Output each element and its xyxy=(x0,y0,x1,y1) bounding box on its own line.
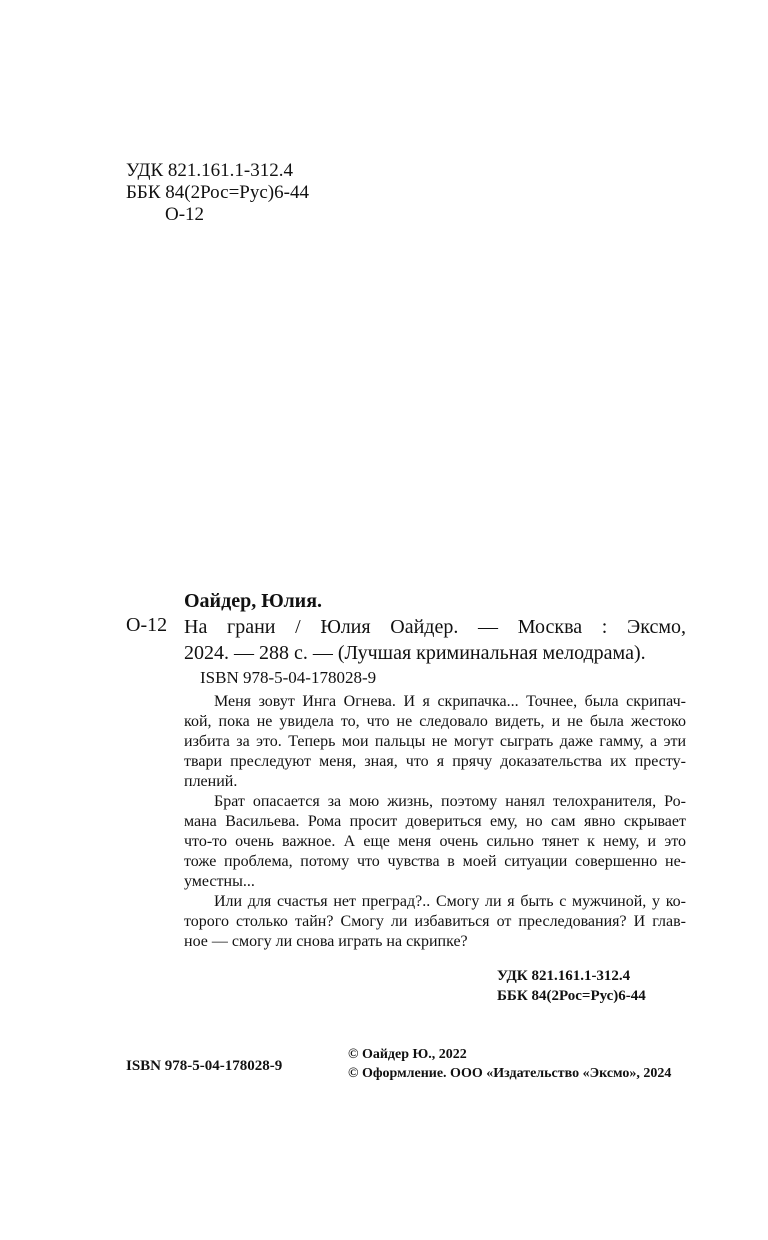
classification-codes xyxy=(126,160,309,226)
bottom-bbk-code: ББК 84(2Рос=Рус)6-44 xyxy=(497,988,646,1004)
annotation-line: Меня зовут Инга Огнева. И я скрипачка... Точнее, была скрипач- xyxy=(214,693,686,710)
udk-code: УДК 821.161.1-312.4 xyxy=(126,160,293,181)
bottom-classification-codes xyxy=(497,966,646,1006)
copyright-design: © Оформление. ООО «Издательство «Эксмо», 2024 xyxy=(348,1066,672,1081)
annotation-line: плений. xyxy=(184,773,238,790)
annotation-line: ное — смогу ли снова играть на скрипке? xyxy=(184,933,468,950)
annotation-line: избита за это. Теперь мои пальцы не могут сыграть даже гамму, а эти xyxy=(184,733,686,750)
annotation-line: мана Васильева. Рома просит довериться ему, но сам явно скрывает xyxy=(184,813,686,830)
bibliographic-description xyxy=(184,614,686,666)
isbn-record: ISBN 978-5-04-178028-9 xyxy=(200,668,377,687)
copyright-author: © Оайдер Ю., 2022 xyxy=(348,1047,467,1062)
annotation-line: уместны... xyxy=(184,873,255,890)
annotation-line: кой, пока не увидела то, что не следовало видеть, и не была жестоко xyxy=(184,713,686,730)
annotation-line: тоже проблема, потому что чувства в моей ситуации совершенно не- xyxy=(184,853,686,870)
annotation-line: что-то очень важное. А еще меня очень сильно тянет к нему, и это xyxy=(184,833,686,850)
annotation-line: Или для счастья нет преград?.. Смогу ли я быть с мужчиной, у ко- xyxy=(214,893,686,910)
annotation xyxy=(184,692,686,952)
author-heading: Оайдер, Юлия. xyxy=(184,590,323,612)
annotation-line: Брат опасается за мою жизнь, поэтому нанял телохранителя, Ро- xyxy=(214,793,686,810)
call-mark: О-12 xyxy=(126,614,168,636)
author-mark: О-12 xyxy=(165,204,205,225)
footer-isbn: ISBN 978-5-04-178028-9 xyxy=(126,1058,283,1074)
annotation-line: твари преследуют меня, зная, что я прячу доказательства их престу- xyxy=(184,753,686,770)
copyright-block xyxy=(348,1045,671,1083)
title-line-2: 2024. — 288 с. — (Лучшая криминальная мелодрама). xyxy=(184,642,646,664)
bottom-udk-code: УДК 821.161.1-312.4 xyxy=(497,968,631,984)
bbk-code: ББК 84(2Рос=Рус)6-44 xyxy=(126,182,309,203)
title-line-1: На грани / Юлия Оайдер. — Москва : Эксмо, xyxy=(184,616,686,638)
annotation-line: торого столько тайн? Смогу ли избавиться от преследования? И глав- xyxy=(184,913,686,930)
